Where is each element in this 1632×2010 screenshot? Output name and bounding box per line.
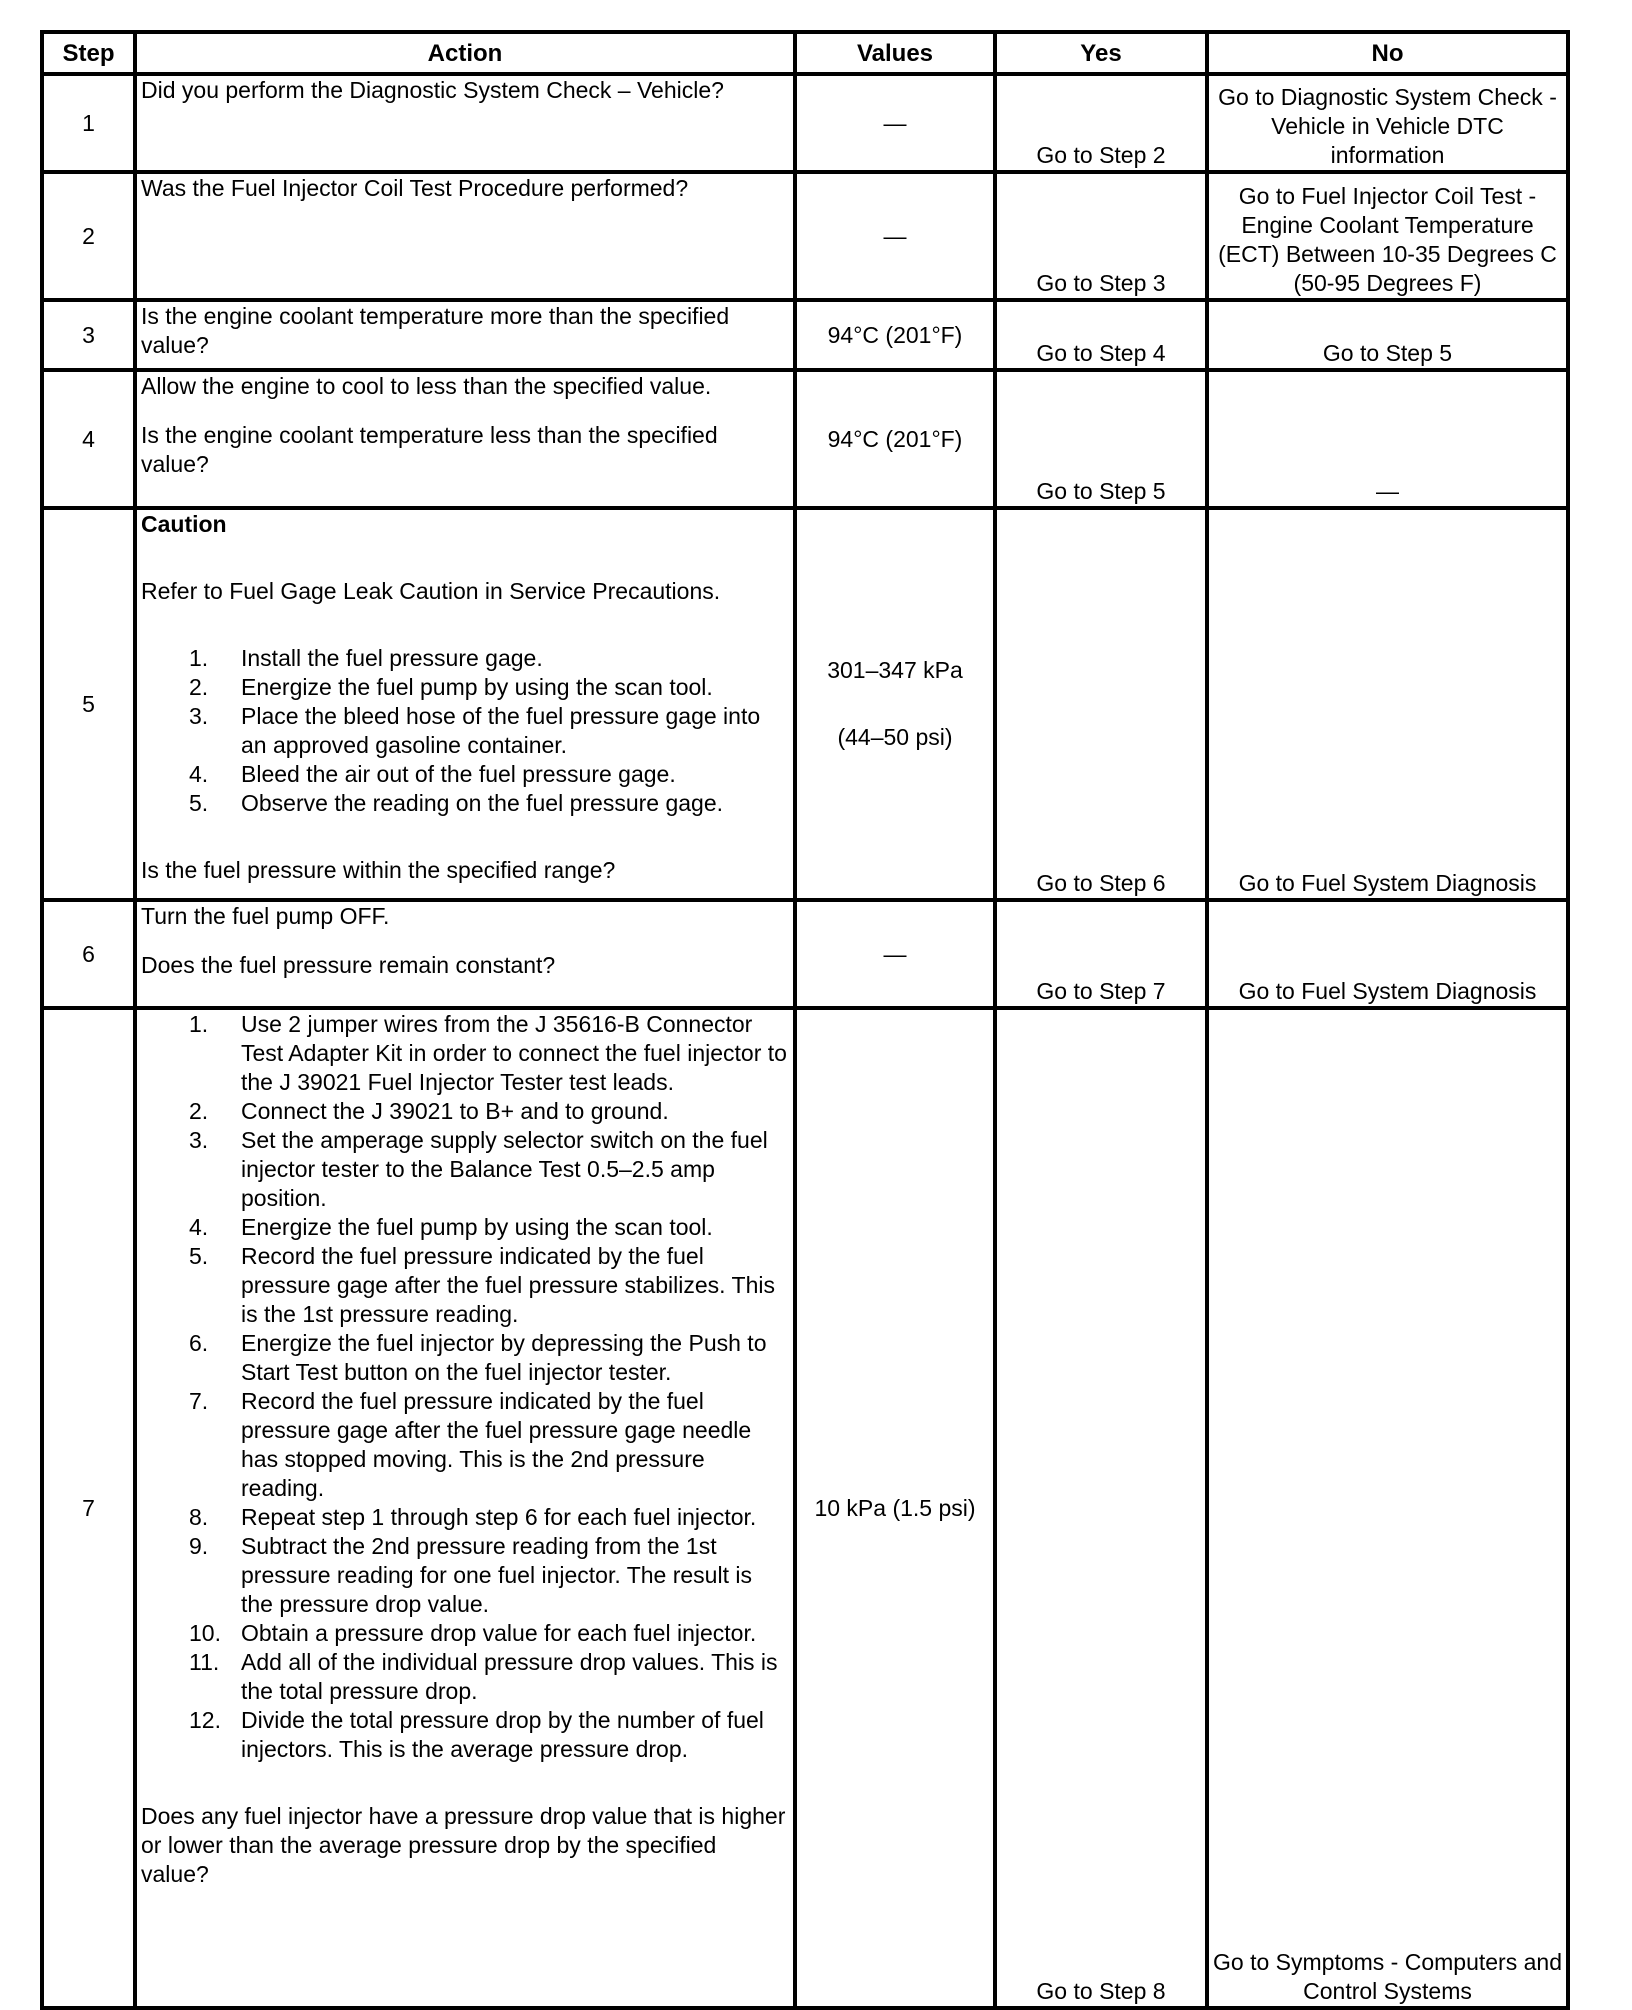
list-item: 6. Energize the fuel injector by depressing the Push to Start Test button on the fuel injector tester. (189, 1330, 767, 1385)
list-item: 8. Repeat step 1 through step 6 for each fuel injector. (189, 1504, 757, 1530)
values-cell: — (795, 172, 995, 300)
list-item: 9. Subtract the 2nd pressure reading from the 1st pressure reading for one fuel injector. The result is the pressure drop value. (189, 1533, 752, 1617)
yes-cell: Go to Step 6 (995, 508, 1207, 900)
yes-cell: Go to Step 2 (995, 74, 1207, 172)
no-cell: Go to Fuel System Diagnosis (1207, 900, 1568, 1008)
no-cell: Go to Symptoms - Computers and Control Systems (1207, 1008, 1568, 2008)
list-item: 2. Energize the fuel pump by using the scan tool. (189, 674, 713, 700)
value-kpa: 301–347 kPa (827, 657, 963, 683)
no-cell: Go to Diagnostic System Check - Vehicle in Vehicle DTC information (1207, 74, 1568, 172)
step-number: 5 (42, 508, 135, 900)
action-cell (135, 74, 795, 172)
list-item: 3. Place the bleed hose of the fuel pressure gage into an approved gasoline container. (189, 703, 761, 758)
action-text: Is the engine coolant temperature more than the specified value? (141, 303, 730, 358)
action-text: Turn the fuel pump OFF. (141, 903, 390, 929)
step-number: 4 (42, 370, 135, 508)
header-values: Values (795, 32, 995, 74)
action-question: Does the fuel pressure remain constant? (141, 952, 556, 978)
values-cell (795, 508, 995, 900)
values-cell: 94°C (201°F) (795, 300, 995, 370)
caution-text: Refer to Fuel Gage Leak Caution in Service Precautions. (141, 578, 721, 604)
action-cell (135, 370, 795, 508)
header-no: No (1207, 32, 1568, 74)
list-item: 2. Connect the J 39021 to B+ and to ground. (189, 1098, 669, 1124)
header-step: Step (42, 32, 135, 74)
step-number: 1 (42, 74, 135, 172)
table-row-step-4 (42, 370, 1568, 508)
no-cell: Go to Fuel Injector Coil Test - Engine Coolant Temperature (ECT) Between 10-35 Degrees C (50-95 Degrees F) (1207, 172, 1568, 300)
table-row-step-2 (42, 172, 1568, 300)
yes-cell: Go to Step 3 (995, 172, 1207, 300)
action-question: Is the fuel pressure within the specified range? (141, 857, 616, 883)
values-cell: — (795, 74, 995, 172)
list-item: 1. Use 2 jumper wires from the J 35616-B Connector Test Adapter Kit in order to connect the fuel injector to the J 39021 Fuel Injector Tester test leads. (189, 1011, 787, 1095)
action-text: Allow the engine to cool to less than the specified value. (141, 373, 712, 399)
action-cell (135, 900, 795, 1008)
action-question: Does any fuel injector have a pressure drop value that is higher or lower than the average pressure drop by the specified value? (141, 1803, 786, 1887)
action-cell (135, 172, 795, 300)
list-item: 4. Bleed the air out of the fuel pressure gage. (189, 761, 676, 787)
header-action: Action (135, 32, 795, 74)
value-psi: (44–50 psi) (837, 724, 953, 750)
table-row-step-6 (42, 900, 1568, 1008)
header-yes: Yes (995, 32, 1207, 74)
values-cell: 10 kPa (1.5 psi) (795, 1008, 995, 2008)
list-item: 4. Energize the fuel pump by using the scan tool. (189, 1214, 713, 1240)
table-row-step-5 (42, 508, 1568, 900)
list-item: 5. Observe the reading on the fuel pressure gage. (189, 790, 724, 816)
list-item: 5. Record the fuel pressure indicated by the fuel pressure gage after the fuel pressure stabilizes. This is the 1st pressure reading. (189, 1243, 775, 1327)
values-cell: 94°C (201°F) (795, 370, 995, 508)
values-cell: — (795, 900, 995, 1008)
header-row (42, 32, 1568, 74)
yes-cell: Go to Step 8 (995, 1008, 1207, 2008)
action-text: Was the Fuel Injector Coil Test Procedure performed? (141, 175, 689, 201)
yes-cell: Go to Step 5 (995, 370, 1207, 508)
table-row-step-1 (42, 74, 1568, 172)
no-cell: Go to Fuel System Diagnosis (1207, 508, 1568, 900)
substep-list (141, 1010, 789, 1764)
table-row-step-3 (42, 300, 1568, 370)
list-item: 7. Record the fuel pressure indicated by the fuel pressure gage after the fuel pressure gage needle has stopped moving. This is the 2nd pressure reading. (189, 1388, 752, 1501)
action-cell (135, 300, 795, 370)
action-cell (135, 1008, 795, 2008)
action-text: Did you perform the Diagnostic System Check – Vehicle? (141, 77, 724, 103)
step-number: 2 (42, 172, 135, 300)
diagnostic-table (40, 30, 1570, 2010)
step-number: 7 (42, 1008, 135, 2008)
step-number: 3 (42, 300, 135, 370)
list-item: 12. Divide the total pressure drop by the number of fuel injectors. This is the average pressure drop. (189, 1707, 764, 1762)
table-row-step-7 (42, 1008, 1568, 2008)
step-number: 6 (42, 900, 135, 1008)
caution-title: Caution (141, 511, 227, 537)
yes-cell: Go to Step 4 (995, 300, 1207, 370)
no-cell: Go to Step 5 (1207, 300, 1568, 370)
action-cell (135, 508, 795, 900)
substep-list (141, 644, 789, 818)
list-item: 10. Obtain a pressure drop value for each fuel injector. (189, 1620, 757, 1646)
list-item: 11. Add all of the individual pressure drop values. This is the total pressure drop. (189, 1649, 778, 1704)
list-item: 1. Install the fuel pressure gage. (189, 645, 543, 671)
list-item: 3. Set the amperage supply selector switch on the fuel injector tester to the Balance Test 0.5–2.5 amp position. (189, 1127, 768, 1211)
no-cell: — (1207, 370, 1568, 508)
yes-cell: Go to Step 7 (995, 900, 1207, 1008)
action-question: Is the engine coolant temperature less than the specified value? (141, 422, 718, 477)
